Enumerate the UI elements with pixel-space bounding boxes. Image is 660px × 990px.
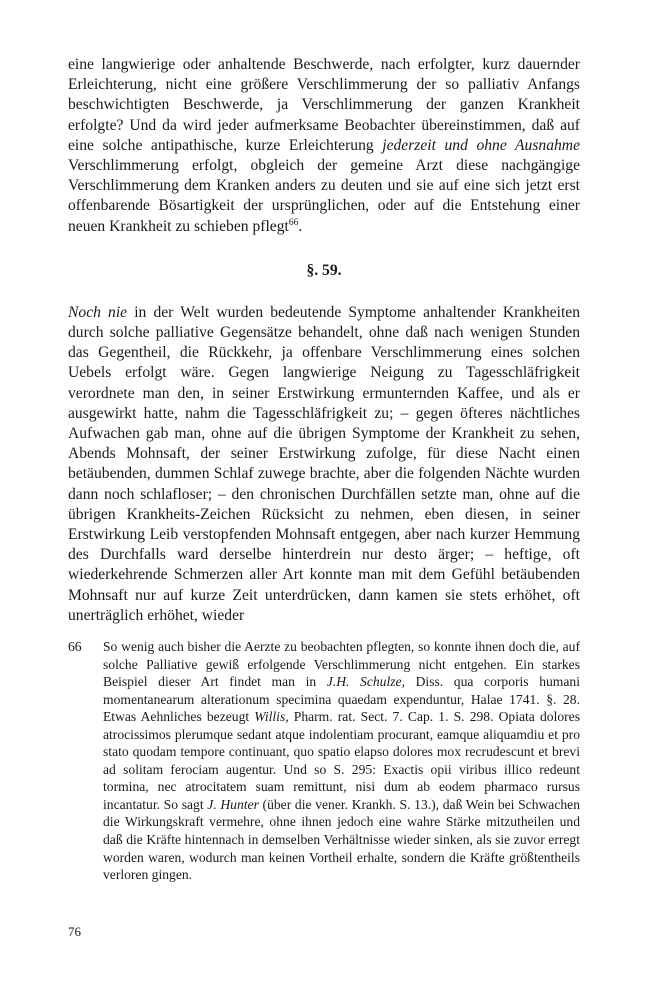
paragraph-continuation: eine langwierige oder anhaltende Beschwerde, nach erfolgter, kurz dauernder Erleichterung, nicht eine größere Verschlimmerung der so palliativ Anfangs beschwichtigten Beschwerde, ja Verschlimmerung der ganzen Krankheit erfolgte? Und da wird jeder aufmerksame Beobachter übereinstimmen, daß auf eine solche antipathische, kurze Erleichterung jederzeit und ohne Ausnahme Verschlimmerung erfolgt, obgleich der gemeine Arzt diese nachgängige Verschlimmerung dem Kranken anders zu deuten und sie auf eine sich jetzt erst offenbarende Bösartigkeit der ursprünglichen, oder auf die Entstehung einer neuen Krankheit zu schieben pflegt$^{66}$. bbox=[68, 56, 580, 235]
page-number: 76 bbox=[68, 924, 81, 939]
paragraph-section-59: Noch nie in der Welt wurden bedeutende Symptome anhaltender Krankheiten durch solche palliative Gegensätze behandelt, ohne daß nach wenigen Stunden das Gegentheil, die Rückkehr, ja offenbare Verschlimmerung eines solchen Uebels erfolgt wäre. Gegen langwierige Neigung zu Tagesschläfrigkeit verordnete man den, in seiner Erstwirkung ermunternden Kaffee, und als er ausgewirkt hatte, nahm die Tagesschläfrigkeit zu; – gegen öfteres nächtliches Aufwachen gab man, ohne auf die übrigen Symptome der Krankheit zu sehen, Abends Mohnsaft, der seiner Erstwirkung zufolge, für diese Nacht einen betäubenden, dummen Schlaf zuwege brachte, aber die folgenden Nächte wurden dann noch schlafloser; – den chronischen Durchfällen setzte man, ohne auf die übrigen Krankheits-Zeichen Rücksicht zu nehmen, eben diesen, in seiner Erstwirkung Leib verstopfenden Mohnsaft entgegen, aber nach kurzer Hemmung des Durchfalls ward derselbe hinterdrein nur desto ärger; – heftige, oft wiederkehrende Schmerzen aller Art konnte man mit dem Gefühl betäubenden Mohnsaft nur auf kurze Zeit unterdrücken, dann kamen sie stets erhöhet, oft unerträglich erhöhet, wieder bbox=[68, 303, 580, 624]
footnote-number: 66 bbox=[68, 639, 82, 654]
footnote bbox=[68, 638, 580, 884]
emphasis-text: jederzeit und ohne Ausnahme bbox=[382, 136, 580, 154]
emphasis-text: Noch nie bbox=[68, 303, 128, 321]
footnote-reference: 66 bbox=[288, 217, 299, 228]
footnote-text: So wenig auch bisher die Aerzte zu beobachten pflegten, so konnte ihnen doch die, auf solche Palliative gewiß erfolgende Verschlimmerung nicht entgehen. Ein starkes Beispiel dieser Art findet man in J.H. Schulze, Diss. qua corporis humani momentanearum alterationum specimina quaedam expenduntur, Halae 1741. §. 28. Etwas Aehnliches bezeugt Willis, Pharm. rat. Sect. 7. Cap. 1. S. 298. Opiata dolores atrocissimos plerumque sedant atque indolentiam procurant, eamque aliquamdiu et pro stato quodam tempore continuant, quo spatio elapso dolores mox recrudescunt et brevi ad solitam ferociam augentur. Und so S. 295: Exactis opii viribus illico redeunt tormina, nec atrocitatem suam remittunt, nisi dum ab eodem pharmaco rursus incantatur. So sagt J. Hunter (über die vener. Krankh. S. 13.), daß Wein bei Schwachen die Wirkungskraft vermehre, ohne ihnen jedoch eine wahre Stärke mitzutheilen und daß die Kräfte hintennach in demselben Verhältnisse wieder sinken, als sie zuvor erregt worden waren, wodurch man keinen Vortheil erhalte, sondern die Kräfte größtentheils verloren gingen. bbox=[103, 639, 581, 883]
page-body bbox=[68, 55, 580, 626]
section-heading: §. 59. bbox=[306, 261, 342, 279]
